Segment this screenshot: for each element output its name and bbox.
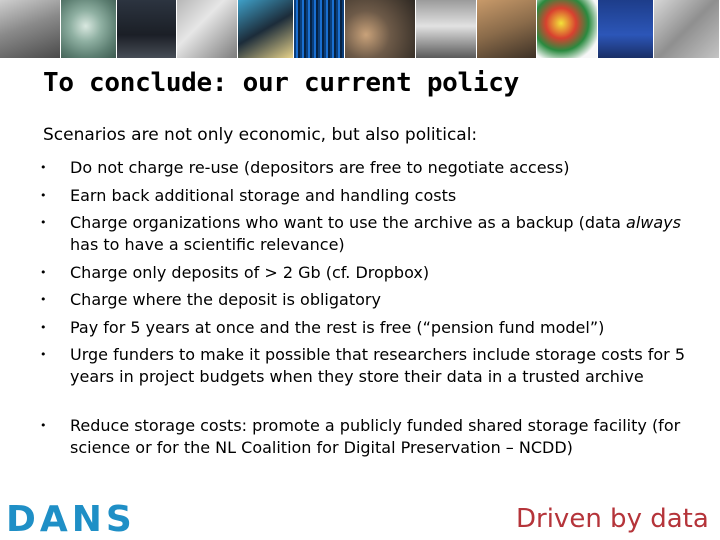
bullet-text: Charge only deposits of > 2 Gb (cf. Dropbox) [70, 263, 430, 282]
bullet-text-part: has to have a scientific relevance) [70, 235, 345, 254]
bullet-text: Urge funders to make it possible that researchers include storage costs for 5 years in project budgets when they store their data in a trusted archive [70, 345, 686, 386]
bullet-dot: • [40, 216, 47, 229]
bullet-text: Earn back additional storage and handling costs [70, 186, 457, 205]
collage-photo [345, 0, 416, 58]
bullet-text: Pay for 5 years at once and the rest is free (“pension fund model”) [70, 318, 605, 337]
bullet-text-emphasis: always [626, 213, 681, 232]
collage-photo [238, 0, 294, 58]
collage-photo [537, 0, 598, 58]
tagline: Driven by data [516, 504, 709, 534]
collage-photo [177, 0, 238, 58]
collage-photo [477, 0, 538, 58]
collage-photo [294, 0, 345, 58]
photo-collage-banner [0, 0, 720, 58]
bullet-dot: • [40, 161, 47, 174]
bullet-text: Charge where the deposit is obligatory [70, 290, 381, 309]
bullet-text-part: Charge organizations who want to use the archive as a backup (data [70, 213, 627, 232]
collage-photo [654, 0, 720, 58]
slide-title: To conclude: our current policy [43, 68, 519, 98]
dans-logo: DANS [6, 499, 136, 540]
bullet-dot: • [40, 293, 47, 306]
collage-photo [117, 0, 178, 58]
collage-photo [0, 0, 61, 58]
bullet-dot: • [40, 266, 47, 279]
bullet-text [70, 212, 690, 256]
collage-photo [61, 0, 117, 58]
bullet-text: Reduce storage costs: promote a publicly funded shared storage facility (for science or for the NL Coalition for Digital Preservation – NCDD) [70, 416, 681, 457]
bullet-dot: • [40, 348, 47, 361]
bullet-text: Do not charge re-use (depositors are free to negotiate access) [70, 158, 570, 177]
slide-intro: Scenarios are not only economic, but also political: [43, 125, 478, 145]
bullet-dot: • [40, 419, 47, 432]
bullet-dot: • [40, 321, 47, 334]
collage-photo [598, 0, 654, 58]
collage-photo [416, 0, 477, 58]
bullet-dot: • [40, 189, 47, 202]
